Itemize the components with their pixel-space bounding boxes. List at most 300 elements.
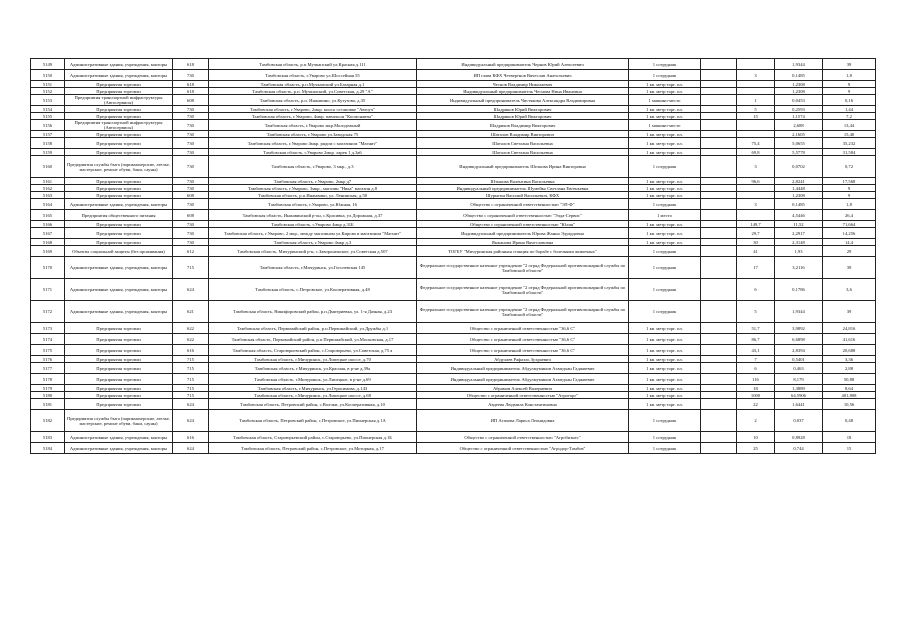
table-row	[31, 120, 876, 131]
volume-cell: 0,72	[823, 156, 876, 178]
object-type-cell: Предприятия торговли	[65, 356, 173, 363]
organization-cell: Общество с ограниченной ответственностью "Агродор-Тамбов"	[417, 443, 629, 454]
norm-cell: 1,9344	[775, 301, 823, 323]
code-cell: 730	[173, 185, 209, 192]
unit-cell: 1 кв. метр торг. пл.	[629, 334, 701, 345]
table-row	[31, 410, 876, 432]
organization-cell: Шаталов Владимир Викторович	[417, 131, 629, 138]
volume-cell: 0,48	[823, 410, 876, 432]
unit-cell: 1 машино-место	[629, 120, 701, 131]
empty-cell	[701, 323, 737, 334]
table-row	[31, 301, 876, 323]
table-row	[31, 345, 876, 356]
table-row	[31, 432, 876, 443]
organization-cell: Общество с ограниченной ответственностью "Элда-Сервис"	[417, 210, 629, 221]
address-cell: Тамбовская область, р.п.Мучкапский ул.Красная д.111	[209, 59, 417, 70]
object-type-cell: Предприятия торговли	[65, 385, 173, 392]
quantity-cell	[737, 81, 775, 88]
object-type-cell: Предприятия торговли	[65, 334, 173, 345]
address-cell: Тамбовская область, г.Мичуринск, ул.Липецкое шоссе, д.70	[209, 356, 417, 363]
unit-cell: 1 сотрудник	[629, 279, 701, 301]
table-row	[31, 156, 876, 178]
volume-cell: 39	[823, 301, 876, 323]
organization-cell: Индивидуальный предприниматель Шелкова Ирина Викторовна	[417, 156, 629, 178]
organization-cell: ТОГБУ "Мичуринская районная станция по борьбе с болезнями животных"	[417, 246, 629, 257]
object-type-cell: Административные здания, учреждения, конторы	[65, 432, 173, 443]
object-type-cell: Административные здания, учреждения, конторы	[65, 257, 173, 279]
quantity-cell: 96,6	[737, 178, 775, 185]
volume-cell: 14,4	[823, 239, 876, 246]
address-cell: Тамбовская область, р.п. Инжавино, ул.Кутузова, д.35	[209, 95, 417, 106]
row-number: 5175	[31, 345, 65, 356]
row-number: 5156	[31, 120, 65, 131]
row-number: 5177	[31, 363, 65, 374]
quantity-cell	[737, 120, 775, 131]
unit-cell: 1 кв. метр торг. пл.	[629, 323, 701, 334]
quantity-cell: 51,7	[737, 323, 775, 334]
registry-table	[30, 58, 876, 454]
table-row	[31, 88, 876, 95]
volume-cell: 29	[823, 246, 876, 257]
organization-cell: Шаталов Светлана Васильевна	[417, 149, 629, 156]
object-type-cell: Предприятия торговли	[65, 345, 173, 356]
empty-cell	[701, 113, 737, 120]
object-type-cell: Предприятия торговли	[65, 399, 173, 410]
empty-cell	[701, 120, 737, 131]
unit-cell: 1 кв. метр торг. пл.	[629, 392, 701, 399]
row-number: 5163	[31, 192, 65, 199]
norm-cell: 0,1786	[775, 279, 823, 301]
table-row	[31, 95, 876, 106]
table-row	[31, 443, 876, 454]
object-type-cell: Предприятия торговли	[65, 363, 173, 374]
organization-cell: Индивидуальный предприниматель Юрова Жанна Эдуардовна	[417, 228, 629, 239]
row-number: 5160	[31, 156, 65, 178]
empty-cell	[701, 399, 737, 410]
unit-cell: 1 кв. метр торг. пл.	[629, 113, 701, 120]
norm-cell: 1,6441	[775, 399, 823, 410]
address-cell: Тамбовская область, р.п.Инжавино, ул. Ленинская, д.58	[209, 192, 417, 199]
table-row	[31, 199, 876, 210]
norm-cell: 0,744	[775, 443, 823, 454]
volume-cell: 2,88	[823, 363, 876, 374]
object-type-cell: Предприятия торговли	[65, 81, 173, 88]
unit-cell: 1 кв. метр торг. пл.	[629, 178, 701, 185]
code-cell: 618	[173, 59, 209, 70]
organization-cell: Шурыгин Василий Васильевич, КФХ	[417, 192, 629, 199]
table-row	[31, 246, 876, 257]
unit-cell: 1 кв. метр торг. пл.	[629, 385, 701, 392]
norm-cell: 1,2308	[775, 192, 823, 199]
quantity-cell: 3	[737, 156, 775, 178]
organization-cell: Индивидуальный предприниматель Чернов Юрий Алексеевич	[417, 59, 629, 70]
unit-cell: 1 сотрудник	[629, 70, 701, 81]
object-type-cell: Предприятия торговли	[65, 149, 173, 156]
norm-cell: 0,8928	[775, 432, 823, 443]
address-cell: Тамбовская область, Староюрьевский район, с.Староюрьево, ул.Советская, д.75 а	[209, 345, 417, 356]
organization-cell: Общество с ограниченной ответственностью "ЭЛ-Ф"	[417, 199, 629, 210]
norm-cell: 11,52	[775, 221, 823, 228]
volume-cell: 1,8	[823, 199, 876, 210]
row-number: 5174	[31, 334, 65, 345]
code-cell: 616	[173, 432, 209, 443]
empty-cell	[701, 131, 737, 138]
volume-cell: 8,64	[823, 385, 876, 392]
volume-cell: 3,36	[823, 356, 876, 363]
volume-cell: 39	[823, 59, 876, 70]
table-row	[31, 131, 876, 138]
volume-cell: 9	[823, 192, 876, 199]
code-cell: 612	[173, 246, 209, 257]
unit-cell: 1 сотрудник	[629, 257, 701, 279]
volume-cell: 9	[823, 88, 876, 95]
address-cell: Тамбовская область, г.Уварово 2мкр. ларек 1 д.3а6	[209, 149, 417, 156]
row-number: 5154	[31, 106, 65, 113]
norm-cell: 1,1574	[775, 113, 823, 120]
code-cell: 730	[173, 120, 209, 131]
norm-cell: 8,179	[775, 374, 823, 385]
organization-cell: Якжанова Ирина Вячеславовна	[417, 239, 629, 246]
unit-cell: 1 сотрудник	[629, 199, 701, 210]
norm-cell: 6,6898	[775, 334, 823, 345]
quantity-cell: 6	[737, 279, 775, 301]
code-cell: 608	[173, 210, 209, 221]
code-cell: 624	[173, 410, 209, 432]
quantity-cell	[737, 59, 775, 70]
code-cell: 730	[173, 113, 209, 120]
volume-cell: 71,664	[823, 221, 876, 228]
norm-cell: 1,9344	[775, 59, 823, 70]
unit-cell: 1 кв. метр торг. пл.	[629, 221, 701, 228]
empty-cell	[701, 228, 737, 239]
volume-cell: 14,256	[823, 228, 876, 239]
unit-cell: 1 сотрудник	[629, 301, 701, 323]
object-type-cell: Предприятия торговли	[65, 138, 173, 149]
quantity-cell: 3	[737, 70, 775, 81]
empty-cell	[701, 138, 737, 149]
quantity-cell: 149,7	[737, 221, 775, 228]
unit-cell: 1 сотрудник	[629, 432, 701, 443]
table-row	[31, 178, 876, 185]
address-cell: Тамбовская область, г.Уварово, 4мкр. павильон "Космонавты"	[209, 113, 417, 120]
address-cell: Тамбовская область, г.Уварово ул.Шоссейная 55	[209, 70, 417, 81]
row-number: 5155	[31, 113, 65, 120]
empty-cell	[701, 301, 737, 323]
empty-cell	[701, 334, 737, 345]
norm-cell: 0,1485	[775, 199, 823, 210]
organization-cell: Федеральное государственное казенное учреждение "2 отряд Федеральной противопожарной службы по Тамбовской области"	[417, 279, 629, 301]
row-number: 5153	[31, 95, 65, 106]
code-cell: 730	[173, 239, 209, 246]
table-row	[31, 70, 876, 81]
row-number: 5171	[31, 279, 65, 301]
address-cell: Тамбовская область, Староюрьевский район, с.Староюрьево, ул.Пионерская д.1Б	[209, 432, 417, 443]
empty-cell	[701, 95, 737, 106]
row-number: 5150	[31, 70, 65, 81]
empty-cell	[701, 257, 737, 279]
address-cell: Тамбовская область, Петровский район, с.Петровское, ул.Пионерская д.1А	[209, 410, 417, 432]
empty-cell	[701, 88, 737, 95]
empty-cell	[701, 106, 737, 113]
address-cell: Тамбовская область, Инжавинский р-он, с.Красивка, ул.Дорожная, д.37	[209, 210, 417, 221]
organization-cell: Штыкова Валентина Васильевна	[417, 178, 629, 185]
object-type-cell: Объекты социальной защиты (без проживания)	[65, 246, 173, 257]
row-number: 5162	[31, 185, 65, 192]
empty-cell	[701, 443, 737, 454]
code-cell: 730	[173, 138, 209, 149]
object-type-cell: Предприятия службы быта (парикмахерские, ателье, мастерские, ремонт обуви, бани, сауны)	[65, 156, 173, 178]
table-row	[31, 81, 876, 88]
code-cell: 715	[173, 392, 209, 399]
norm-cell: 3,9892	[775, 323, 823, 334]
row-number: 5168	[31, 239, 65, 246]
table-row	[31, 106, 876, 113]
volume-cell: 35,232	[823, 138, 876, 149]
volume-cell: 3,6	[823, 279, 876, 301]
empty-cell	[701, 410, 737, 432]
empty-cell	[701, 345, 737, 356]
organization-cell: Индивидуальный предприниматель Абдулмуминов Ахмедхан Гаджиевич	[417, 374, 629, 385]
registry-table-body	[31, 59, 876, 454]
quantity-cell: 75,4	[737, 138, 775, 149]
empty-cell	[701, 192, 737, 199]
object-type-cell: Предприятия торговли	[65, 323, 173, 334]
empty-cell	[701, 239, 737, 246]
volume-cell: 401,808	[823, 392, 876, 399]
code-cell: 730	[173, 221, 209, 228]
address-cell: Тамбовская область, р.п. Мучкапский, ул.Советская, д.29 "А"	[209, 88, 417, 95]
unit-cell: 1 сотрудник	[629, 59, 701, 70]
row-number: 5167	[31, 228, 65, 239]
object-type-cell: Предприятия торговли	[65, 106, 173, 113]
quantity-cell: 5	[737, 106, 775, 113]
empty-cell	[701, 59, 737, 70]
organization-cell: Индивидуальный предприниматель Шумейко Светлана Евгеньевна	[417, 185, 629, 192]
unit-cell: 1 кв. метр торг. пл.	[629, 345, 701, 356]
object-type-cell: Предприятия торговли	[65, 192, 173, 199]
quantity-cell: 6	[737, 363, 775, 374]
row-number: 5183	[31, 432, 65, 443]
code-cell: 715	[173, 385, 209, 392]
code-cell: 608	[173, 95, 209, 106]
volume-cell: 50,88	[823, 374, 876, 385]
quantity-cell: 5	[737, 301, 775, 323]
table-row	[31, 323, 876, 334]
table-row	[31, 185, 876, 192]
organization-cell: ИП глава КФХ Четвертнов Вячеслав Анатольевич	[417, 70, 629, 81]
volume-cell: 15	[823, 443, 876, 454]
organization-cell: Авдеева Людмила Константиновна	[417, 399, 629, 410]
organization-cell: Индивидуальный предприниматель Чистякова Александра Владимировна	[417, 95, 629, 106]
table-row	[31, 363, 876, 374]
object-type-cell: Предприятия торговли	[65, 131, 173, 138]
row-number: 5178	[31, 374, 65, 385]
quantity-cell: 7	[737, 356, 775, 363]
volume-cell: 9	[823, 185, 876, 192]
address-cell: Тамбовская область, Первомайский район, р.п.Первомайский, ул.Дружбы д.1	[209, 323, 417, 334]
quantity-cell: 69,8	[737, 149, 775, 156]
empty-cell	[701, 279, 737, 301]
table-row	[31, 59, 876, 70]
norm-cell: 0,463	[775, 363, 823, 374]
unit-cell: 1 сотрудник	[629, 156, 701, 178]
organization-cell: Шаталов Светлана Васильевна	[417, 138, 629, 149]
empty-cell	[701, 210, 737, 221]
address-cell: Тамбовская область, г.Уварово, 3 мкр., д.3	[209, 156, 417, 178]
object-type-cell: Предприятия транспортной инфраструктуры (Автосервисы)	[65, 95, 173, 106]
organization-cell: Общество с ограниченной ответственностью "Юлия"	[417, 221, 629, 228]
row-number: 5152	[31, 88, 65, 95]
quantity-cell: 30	[737, 239, 775, 246]
row-number: 5170	[31, 257, 65, 279]
code-cell: 618	[173, 81, 209, 88]
organization-cell: Общество с ограниченной ответственностью "Агроторг"	[417, 392, 629, 399]
norm-cell: 0,0702	[775, 156, 823, 178]
quantity-cell: 1	[737, 95, 775, 106]
volume-cell: 26,4	[823, 210, 876, 221]
organization-cell: Общество с ограниченной ответственностью "36,6 С"	[417, 334, 629, 345]
code-cell: 715	[173, 356, 209, 363]
code-cell: 622	[173, 323, 209, 334]
quantity-cell	[737, 185, 775, 192]
row-number: 5184	[31, 443, 65, 454]
code-cell: 624	[173, 399, 209, 410]
unit-cell: 1 кв. метр торг. пл.	[629, 374, 701, 385]
volume-cell: 24,816	[823, 323, 876, 334]
unit-cell: 1 кв. метр торг. пл.	[629, 363, 701, 374]
row-number: 5164	[31, 199, 65, 210]
address-cell: Тамбовская область, р.п.Мучкапский ул.Базарная д.1	[209, 81, 417, 88]
row-number: 5161	[31, 178, 65, 185]
code-cell: 730	[173, 131, 209, 138]
code-cell: 730	[173, 178, 209, 185]
table-row	[31, 334, 876, 345]
norm-cell: 1,2308	[775, 88, 823, 95]
quantity-cell: 3	[737, 199, 775, 210]
object-type-cell: Предприятия службы быта (парикмахерские, ателье, мастерские, ремонт обуви, бани, сауны)	[65, 410, 173, 432]
unit-cell: 1 кв. метр торг. пл.	[629, 192, 701, 199]
row-number: 5181	[31, 399, 65, 410]
address-cell: Тамбовская область, г.Уварово, 3мкр., магазин "Ника" магазин д.8	[209, 185, 417, 192]
volume-cell: 31,584	[823, 149, 876, 156]
norm-cell: 1,3889	[775, 385, 823, 392]
empty-cell	[701, 432, 737, 443]
norm-cell: 1,4448	[775, 185, 823, 192]
object-type-cell: Предприятия транспортной инфраструктуры (Автосервисы)	[65, 120, 173, 131]
empty-cell	[701, 392, 737, 399]
row-number: 5151	[31, 81, 65, 88]
quantity-cell: 2	[737, 410, 775, 432]
unit-cell: 1 кв. метр торг. пл.	[629, 88, 701, 95]
address-cell: Тамбовская область, г.Уварово 4мкр д.31Б	[209, 221, 417, 228]
norm-cell: 2,8241	[775, 178, 823, 185]
unit-cell: 1 кв. метр торг. пл.	[629, 149, 701, 156]
table-row	[31, 149, 876, 156]
table-row	[31, 192, 876, 199]
code-cell: 730	[173, 156, 209, 178]
organization-cell: Федеральное государственное казенное учреждение "2 отряд Федеральной противопожарной службы по Тамбовской области"	[417, 257, 629, 279]
volume-cell: 10,56	[823, 399, 876, 410]
organization-cell: Шадриков Юрий Викторович	[417, 106, 629, 113]
address-cell: Тамбовская область, г.Мичуринск, ул.Липецкое шоссе, д.68	[209, 392, 417, 399]
empty-cell	[701, 70, 737, 81]
address-cell: Тамбовская область, г.Мичуринск, ул.Красная, в р-не д.39а	[209, 363, 417, 374]
organization-cell: Шадриков Юрий Викторович	[417, 113, 629, 120]
address-cell: Тамбовская область, с.Петровское, ул.Кооперативная, д.48	[209, 279, 417, 301]
address-cell: Тамбовская область, г.Уварово 4мкр д.3	[209, 239, 417, 246]
code-cell: 730	[173, 149, 209, 156]
empty-cell	[701, 156, 737, 178]
unit-cell: 1 кв. метр торг. пл.	[629, 106, 701, 113]
quantity-cell: 18	[737, 385, 775, 392]
empty-cell	[701, 185, 737, 192]
volume-cell: 18	[823, 432, 876, 443]
unit-cell: 1 кв. метр торг. пл.	[629, 239, 701, 246]
organization-cell: Абдулаев Рафаэль Зухраевич	[417, 356, 629, 363]
norm-cell: 64,5906	[775, 392, 823, 399]
address-cell: Тамбовская область, г.Уварово 4мкр. рядом с магазином "Магнит"	[209, 138, 417, 149]
unit-cell: 1 кв. метр торг. пл.	[629, 228, 701, 239]
norm-cell: 0,5401	[775, 356, 823, 363]
empty-cell	[701, 81, 737, 88]
code-cell: 730	[173, 70, 209, 81]
table-row	[31, 228, 876, 239]
object-type-cell: Административные здания, учреждения, конторы	[65, 301, 173, 323]
quantity-cell: 41	[737, 246, 775, 257]
norm-cell: 0,1485	[775, 70, 823, 81]
norm-cell: 2,688	[775, 120, 823, 131]
quantity-cell	[737, 210, 775, 221]
table-row	[31, 279, 876, 301]
organization-cell: Индивидуальный предприниматель Чеснова Нина Ивановна	[417, 88, 629, 95]
address-cell: Тамбовская область, г.Мичуринск, ул.Герасимова, д.143	[209, 385, 417, 392]
quantity-cell: 116	[737, 374, 775, 385]
norm-cell: 4,5446	[775, 210, 823, 221]
object-type-cell: Административные здания, учреждения, конторы	[65, 279, 173, 301]
volume-cell: 13,44	[823, 120, 876, 131]
object-type-cell: Предприятия торговли	[65, 228, 173, 239]
address-cell: Тамбовская область, г.Уварово, 2мкр. киоск остановке "Автоуч"	[209, 106, 417, 113]
quantity-cell: 86,7	[737, 334, 775, 345]
unit-cell: 1 кв. метр торг. пл.	[629, 356, 701, 363]
code-cell: 715	[173, 363, 209, 374]
unit-cell: 1 сотрудник	[629, 410, 701, 432]
unit-cell: 1 кв. метр торг. пл.	[629, 138, 701, 149]
table-row	[31, 392, 876, 399]
object-type-cell: Административные здания, учреждения, конторы	[65, 199, 173, 210]
object-type-cell: Предприятия торговли	[65, 239, 173, 246]
unit-cell: 1 кв. метр торг. пл.	[629, 399, 701, 410]
quantity-cell	[737, 192, 775, 199]
address-cell: Тамбовская область, г.Уварово ул.Заводская 75	[209, 131, 417, 138]
empty-cell	[701, 221, 737, 228]
empty-cell	[701, 178, 737, 185]
table-row	[31, 210, 876, 221]
organization-cell: Федеральное государственное казенное учреждение "2 отряд Федеральной противопожарной службы по Тамбовской области"	[417, 301, 629, 323]
row-number: 5169	[31, 246, 65, 257]
volume-cell: 17,568	[823, 178, 876, 185]
object-type-cell: Предприятия торговли	[65, 221, 173, 228]
object-type-cell: Предприятия торговли	[65, 178, 173, 185]
object-type-cell: Административные здания, учреждения, конторы	[65, 443, 173, 454]
quantity-cell: 43,1	[737, 345, 775, 356]
norm-cell: 5,5778	[775, 149, 823, 156]
unit-cell: 1 сотрудник	[629, 246, 701, 257]
address-cell: Тамбовская область, Петровский район, с.Волчки, ул.Кооперативная, д.10	[209, 399, 417, 410]
row-number: 5158	[31, 138, 65, 149]
address-cell: Тамбовская область, г.Мичуринск, ул.Липецкое, в р-не д.69	[209, 374, 417, 385]
organization-cell: Общество с ограниченной ответственностью "36,6 С"	[417, 323, 629, 334]
